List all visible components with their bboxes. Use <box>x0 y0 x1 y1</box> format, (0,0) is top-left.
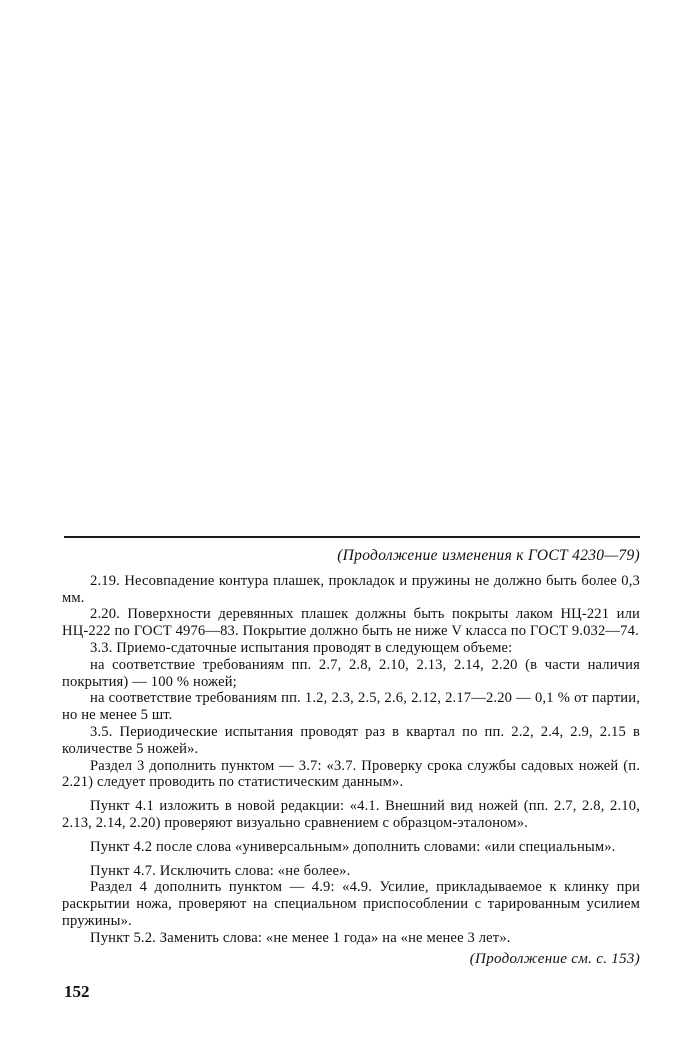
top-rule <box>64 536 640 538</box>
paragraph-section-4-addition: Раздел 4 дополнить пунктом — 4.9: «4.9. Усилие, прикладываемое к клинку при раскрытии ножа, проверяют на специальном приспособлении с тарированным усилием пружины». <box>62 879 640 929</box>
paragraph-section-3-addition: Раздел 3 дополнить пунктом — 3.7: «3.7. Проверку срока службы садовых ножей (п. 2.21) следует проводить по статистическим данным». <box>62 757 640 791</box>
continuation-header: (Продолжение изменения к ГОСТ 4230—79) <box>337 547 640 564</box>
body-text <box>62 548 640 967</box>
paragraph-3-3-item-2: на соответствие требованиям пп. 1.2, 2.3, 2.5, 2.6, 2.12, 2.17—2.20 — 0,1 % от партии, но не менее 5 шт. <box>62 690 640 724</box>
paragraph-4-7: Пункт 4.7. Исключить слова: «не более». <box>90 862 351 879</box>
paragraph-3-3: 3.3. Приемо-сдаточные испытания проводят в следующем объеме: <box>90 639 513 656</box>
paragraph-4-1: Пункт 4.1 изложить в новой редакции: «4.1. Внешний вид ножей (пп. 2.7, 2.8, 2.10, 2.13, 2.14, 2.20) проверяют визуально сравнением с образцом-эталоном». <box>62 798 640 831</box>
paragraph-3-5: 3.5. Периодические испытания проводят раз в квартал по пп. 2.2, 2.4, 2.9, 2.15 в количестве 5 ножей». <box>62 723 640 757</box>
paragraph-5-2: Пункт 5.2. Заменить слова: «не менее 1 года» на «не менее 3 лет». <box>90 929 511 946</box>
paragraph-2-20: 2.20. Поверхности деревянных плашек должны быть покрыты лаком НЦ-221 или НЦ-222 по ГОСТ 4976—83. Покрытие должно быть не ниже V класса по ГОСТ 9.032—74. <box>62 606 640 640</box>
paragraph-4-2: Пункт 4.2 после слова «универсальным» дополнить словами: «или специальным». <box>90 838 616 855</box>
continuation-footer: (Продолжение см. с. 153) <box>469 950 640 967</box>
page-number: 152 <box>64 982 90 1001</box>
paragraph-3-3-item-1: на соответствие требованиям пп. 2.7, 2.8, 2.10, 2.13, 2.14, 2.20 (в части наличия покрытия) — 100 % ножей; <box>62 656 640 690</box>
paragraph-2-19: 2.19. Несовпадение контура плашек, прокладок и пружины не должно быть более 0,3 мм. <box>62 572 640 606</box>
